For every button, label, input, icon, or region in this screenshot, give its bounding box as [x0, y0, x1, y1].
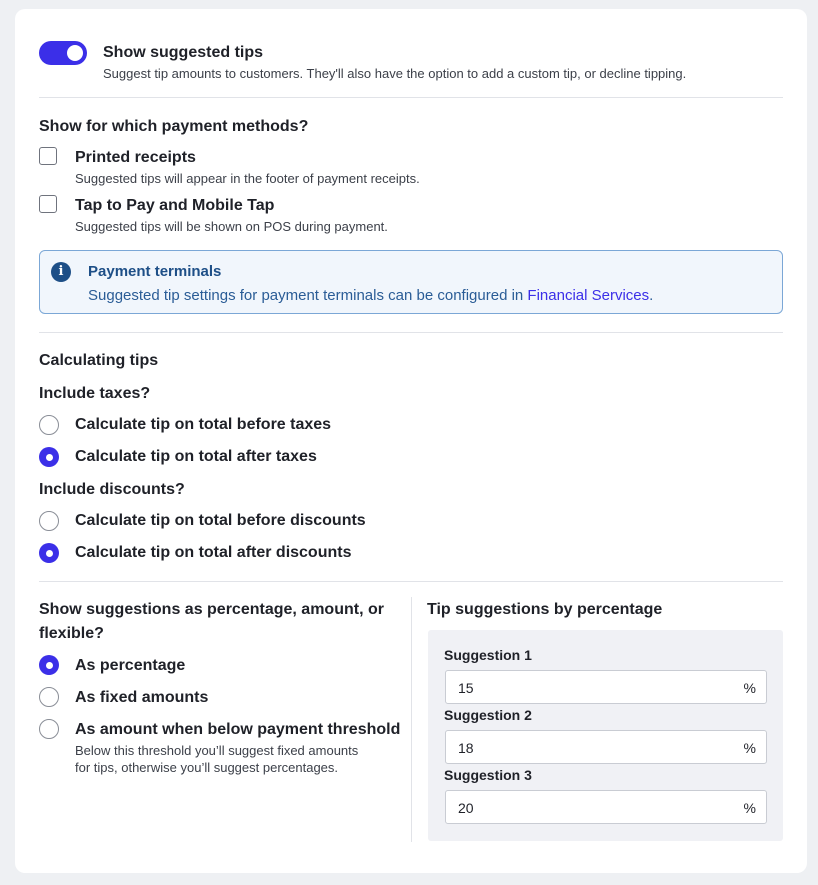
display-mode-question-line1: Show suggestions as percentage, amount, or [39, 601, 384, 618]
info-text [88, 287, 653, 304]
tip-suggestions-heading: Tip suggestions by percentage [427, 601, 663, 618]
info-text-body: Suggested tip settings for payment terminals can be configured in [88, 287, 528, 304]
radio-as-percentage[interactable] [39, 655, 59, 675]
suggestion-1-label: Suggestion 1 [444, 647, 532, 663]
threshold-help-line1: Below this threshold you’ll suggest fixed amounts [75, 743, 359, 758]
divider [39, 97, 783, 98]
suggestion-2-input[interactable] [445, 730, 767, 764]
financial-services-link[interactable]: Financial Services [527, 287, 650, 304]
display-mode-question-line2: flexible? [39, 625, 104, 642]
tip-before-taxes-label[interactable]: Calculate tip on total before taxes [75, 416, 332, 433]
payment-terminals-info-box [39, 250, 783, 314]
suggestion-3-value: 20 [458, 800, 474, 816]
radio-tip-before-taxes[interactable] [39, 415, 59, 435]
printed-receipts-label[interactable]: Printed receipts [75, 149, 196, 166]
toggle-description: Suggest tip amounts to customers. They'll also have the option to add a custom tip, or decline tipping. [103, 66, 687, 81]
info-text-end: . [649, 287, 654, 304]
tap-to-pay-label[interactable]: Tap to Pay and Mobile Tap [75, 197, 275, 214]
column-divider [411, 597, 412, 842]
include-taxes-question: Include taxes? [39, 385, 151, 402]
suggestion-1-value: 15 [458, 680, 474, 696]
percent-suffix: % [743, 800, 756, 816]
divider [39, 332, 783, 333]
radio-tip-before-discounts[interactable] [39, 511, 59, 531]
tap-to-pay-description: Suggested tips will be shown on POS during payment. [75, 219, 388, 234]
as-amount-below-threshold-label[interactable]: As amount when below payment threshold [75, 721, 401, 738]
info-icon: i [51, 262, 71, 282]
threshold-help-line2: for tips, otherwise you’ll suggest percentages. [75, 760, 339, 775]
as-fixed-amounts-label[interactable]: As fixed amounts [75, 689, 209, 706]
percent-suffix: % [743, 740, 756, 756]
printed-receipts-description: Suggested tips will appear in the footer of payment receipts. [75, 171, 420, 186]
printed-receipts-checkbox[interactable] [39, 147, 57, 165]
tap-to-pay-checkbox[interactable] [39, 195, 57, 213]
tip-after-discounts-label[interactable]: Calculate tip on total after discounts [75, 544, 352, 561]
radio-as-fixed-amounts[interactable] [39, 687, 59, 707]
suggestion-2-label: Suggestion 2 [444, 707, 532, 723]
suggestion-2-value: 18 [458, 740, 474, 756]
radio-as-amount-below-threshold[interactable] [39, 719, 59, 739]
divider [39, 581, 783, 582]
suggestion-3-label: Suggestion 3 [444, 767, 532, 783]
suggestion-3-input[interactable] [445, 790, 767, 824]
tip-suggestions-panel [428, 630, 783, 841]
percent-suffix: % [743, 680, 756, 696]
toggle-knob [67, 45, 83, 61]
tip-after-taxes-label[interactable]: Calculate tip on total after taxes [75, 448, 317, 465]
radio-tip-after-discounts[interactable] [39, 543, 59, 563]
payment-methods-heading: Show for which payment methods? [39, 118, 309, 135]
show-suggested-tips-toggle[interactable] [39, 41, 87, 65]
tip-settings-card [15, 9, 807, 873]
toggle-title: Show suggested tips [103, 44, 264, 61]
info-title: Payment terminals [88, 263, 222, 280]
tip-before-discounts-label[interactable]: Calculate tip on total before discounts [75, 512, 366, 529]
calculating-tips-heading: Calculating tips [39, 352, 159, 369]
suggestion-1-input[interactable] [445, 670, 767, 704]
as-percentage-label[interactable]: As percentage [75, 657, 186, 674]
include-discounts-question: Include discounts? [39, 481, 185, 498]
radio-tip-after-taxes[interactable] [39, 447, 59, 467]
